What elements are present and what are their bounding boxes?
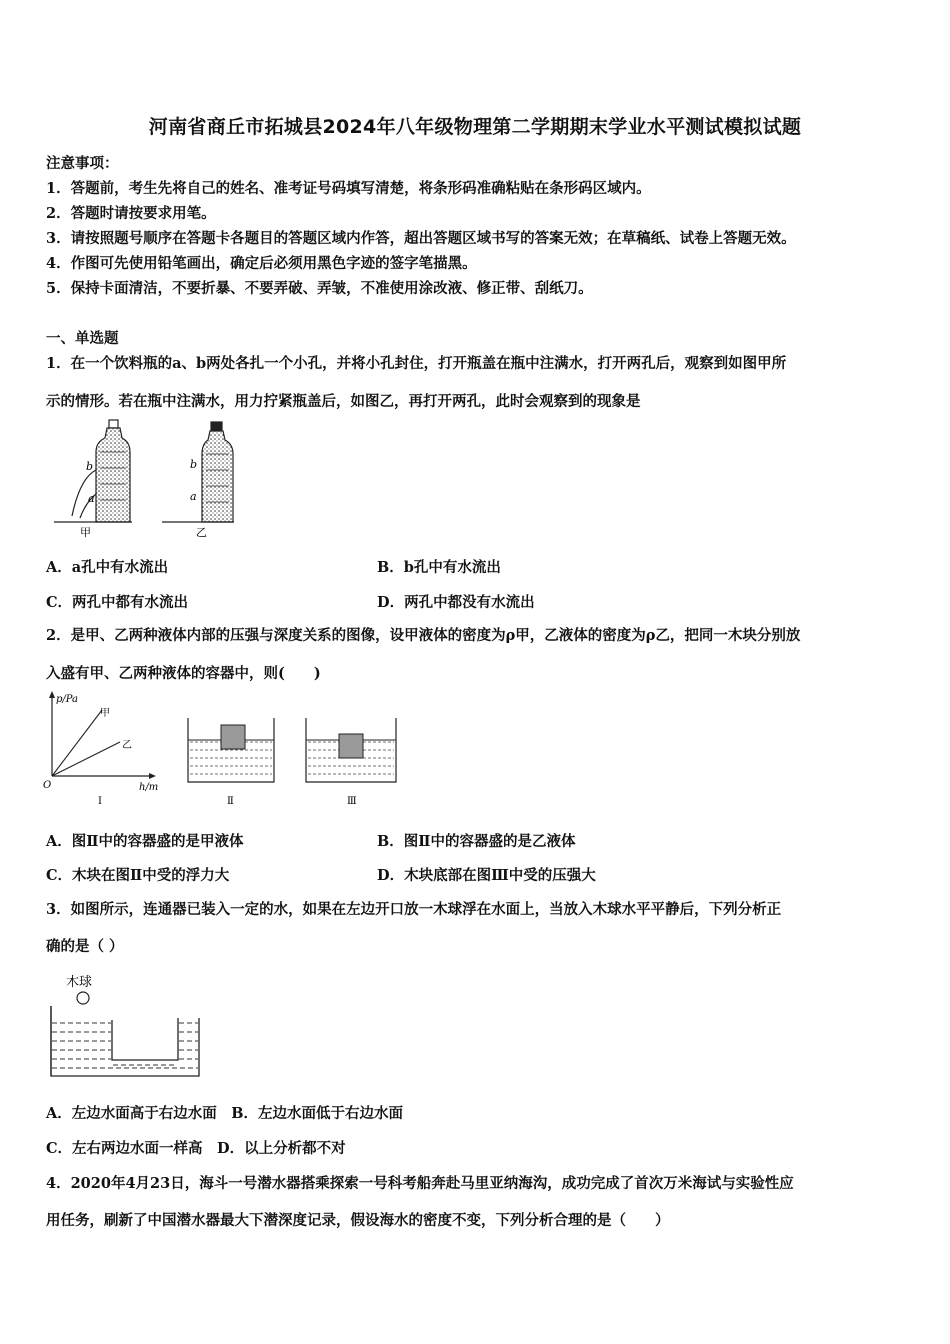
q2-option-c[interactable]: C．木块在图Ⅱ中受的浮力大 — [46, 867, 230, 884]
wooden-ball — [77, 992, 89, 1004]
q2-caption-i: Ⅰ — [98, 796, 102, 807]
q1-bottles-figure — [50, 418, 250, 542]
q3-connected-vessel-figure — [46, 968, 206, 1080]
q1-hole-b-label-2: b — [190, 458, 198, 471]
q1-label-yi: 乙 — [196, 526, 207, 539]
q3-options-ab[interactable]: A．左边水面高于右边水面 B．左边水面低于右边水面 — [46, 1105, 404, 1122]
q2-line-jia: 甲 — [100, 708, 110, 719]
q2-option-d[interactable]: D．木块底部在图Ⅲ中受的压强大 — [377, 867, 596, 884]
q2-graph-i — [43, 691, 158, 807]
q2-option-b[interactable]: B．图Ⅱ中的容器盛的是乙液体 — [377, 833, 576, 850]
q1-hole-b-label: b — [86, 460, 94, 473]
q3-stem-line1: 3．如图所示，连通器已装入一定的水，如果在左边开口放一木球浮在水面上，当放入木球水平平静后，下列分析正 — [46, 901, 782, 918]
q1-hole-a-label-2: a — [190, 490, 197, 503]
bottle-jia — [54, 420, 132, 539]
q1-option-d[interactable]: D．两孔中都没有水流出 — [377, 594, 535, 611]
q2-origin: O — [43, 780, 52, 791]
notice-item-5: 5．保持卡面清洁，不要折暴、不要弄破、弄皱，不准使用涂改液、修正带、刮纸刀。 — [46, 280, 593, 297]
section-heading: 一、单选题 — [46, 330, 119, 347]
q1-stem-line2: 示的情形。若在瓶中注满水，用力拧紧瓶盖后，如图乙，再打开两孔，此时会观察到的现象是 — [46, 393, 641, 410]
notice-heading: 注意事项： — [46, 155, 119, 172]
q1-option-a[interactable]: A．a孔中有水流出 — [46, 559, 169, 576]
q2-xlabel: h/m — [139, 782, 159, 793]
bottle-yi — [162, 422, 234, 539]
page-title: 河南省商丘市拓城县2024年八年级物理第二学期期末学业水平测试模拟试题 — [148, 116, 802, 138]
q3-ball-label: 木球 — [66, 975, 93, 990]
q2-caption-iii: Ⅲ — [347, 796, 357, 807]
q2-option-a[interactable]: A．图Ⅱ中的容器盛的是甲液体 — [46, 833, 244, 850]
notice-item-2: 2．答题时请按要求用笔。 — [46, 205, 216, 222]
q3-options-cd[interactable]: C．左右两边水面一样高 D．以上分析都不对 — [46, 1140, 346, 1157]
q2-container-iii — [306, 718, 396, 807]
q3-stem-line2: 确的是（ ） — [46, 938, 124, 955]
q4-stem-line2: 用任务，刷新了中国潜水器最大下潜深度记录，假设海水的密度不变，下列分析合理的是（ ） — [46, 1212, 670, 1229]
q2-caption-ii: Ⅱ — [227, 796, 234, 807]
q2-ylabel: p/Pa — [56, 694, 79, 705]
notice-item-3: 3．请按照题号顺序在答题卡各题目的答题区域内作答，超出答题区域书写的答案无效；在草稿纸、试卷上答题无效。 — [46, 230, 796, 247]
q1-option-b[interactable]: B．b孔中有水流出 — [377, 559, 501, 576]
q1-label-jia: 甲 — [80, 526, 91, 539]
q1-option-c[interactable]: C．两孔中都有水流出 — [46, 594, 189, 611]
q4-stem-line1: 4．2020年4月23日，海斗一号潜水器搭乘探索一号科考船奔赴马里亚纳海沟，成功完成了首次万米海试与实验性应 — [46, 1175, 794, 1192]
q2-line-yi: 乙 — [122, 740, 132, 751]
q2-stem-line1: 2．是甲、乙两种液体内部的压强与深度关系的图像，设甲液体的密度为ρ甲，乙液体的密度为ρ乙，把同一木块分别放 — [46, 627, 801, 644]
notice-item-1: 1．答题前，考生先将自己的姓名、准考证号码填写清楚，将条形码准确粘贴在条形码区域内。 — [46, 180, 651, 197]
q2-container-ii — [188, 718, 274, 807]
q1-hole-a-label: a — [88, 492, 95, 505]
q1-stem-line1: 1．在一个饮料瓶的a、b两处各扎一个小孔，并将小孔封住，打开瓶盖在瓶中注满水，打开两孔后，观察到如图甲所 — [46, 355, 787, 372]
q2-stem-line2: 入盛有甲、乙两种液体的容器中，则( ) — [46, 665, 321, 682]
q2-pressure-figure — [40, 688, 410, 810]
notice-item-4: 4．作图可先使用铅笔画出，确定后必须用黑色字迹的签字笔描黑。 — [46, 255, 477, 272]
